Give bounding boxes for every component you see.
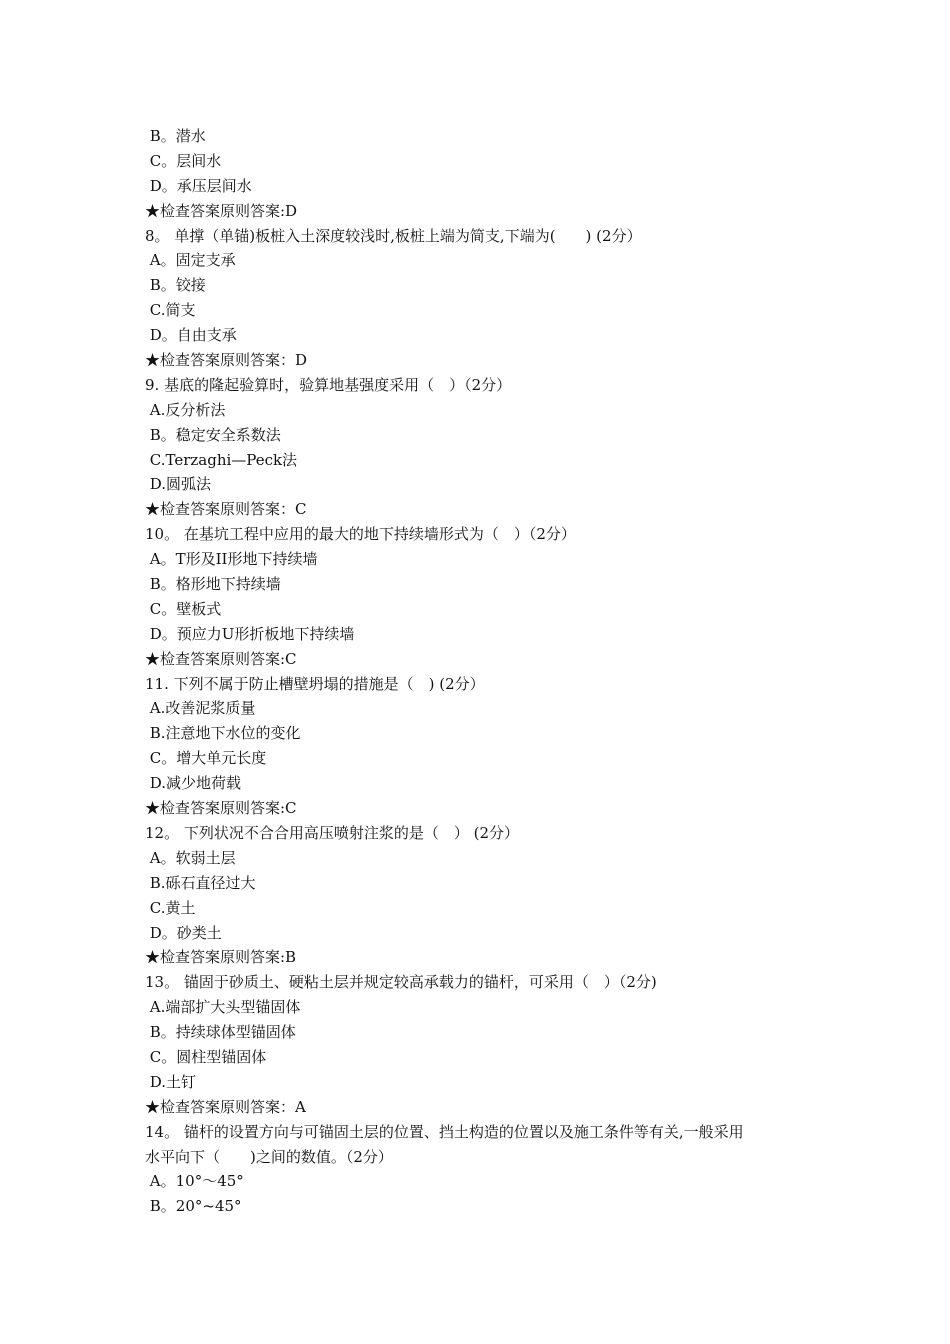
text-line: B.注意地下水位的变化 [145, 724, 301, 743]
text-line: ★检查答案原则答案:D [145, 201, 298, 220]
text-line: ★检查答案原则答案:B [145, 948, 297, 967]
text-line: C.Terzaghi—Peck法 [145, 450, 298, 469]
text-line: C。圆柱型锚固体 [145, 1047, 267, 1066]
text-line: A。T形及II形地下持续墙 [145, 550, 318, 569]
text-line: D。砂类土 [145, 923, 222, 942]
text-line: 11. 下列不属于防止槽壁坍塌的措施是（ ) (2分） [145, 674, 485, 693]
text-line: ★检查答案原则答案：C [145, 500, 307, 519]
text-line: 10。 在基坑工程中应用的最大的地下持续墙形式为（ ）（2分） [145, 525, 576, 544]
text-line: A.改善泥浆质量 [145, 699, 256, 718]
text-line: ★检查答案原则答案：A [145, 1097, 306, 1116]
text-line: 9. 基底的隆起验算时，验算地基强度采用（ ）（2分） [145, 375, 512, 394]
text-line: ★检查答案原则答案：D [145, 351, 308, 370]
document-body [145, 124, 815, 1219]
text-line: D。自由支承 [145, 326, 237, 345]
text-line: D。预应力U形折板地下持续墙 [145, 624, 355, 643]
text-line: B.砾石直径过大 [145, 873, 256, 892]
text-line: 13。 锚固于砂质土、硬粘土层并规定较高承载力的锚杆，可采用（ ）（2分) [145, 973, 657, 992]
text-line: B。20°~45° [145, 1197, 242, 1216]
text-line: ★检查答案原则答案:C [145, 649, 297, 668]
text-line: D。承压层间水 [145, 176, 252, 195]
text-line: B。持续球体型锚固体 [145, 1023, 296, 1042]
text-line: ★检查答案原则答案:C [145, 799, 297, 818]
text-line: A。软弱土层 [145, 848, 236, 867]
text-line: C.黄土 [145, 898, 196, 917]
text-line: 14。 锚杆的设置方向与可锚固土层的位置、挡土构造的位置以及施工条件等有关,一般采用 [145, 1122, 744, 1141]
text-line: D.圆弧法 [145, 475, 212, 494]
text-line: A.端部扩大头型锚固体 [145, 998, 301, 1017]
text-line: 水平向下（ )之间的数值。（2分） [145, 1147, 393, 1166]
text-line: B。稳定安全系数法 [145, 425, 281, 444]
text-line: B。格形地下持续墙 [145, 575, 281, 594]
text-line: A。10°～45° [145, 1172, 244, 1191]
text-line: C。层间水 [145, 151, 222, 170]
text-line: D.土钉 [145, 1072, 197, 1091]
text-line: C。壁板式 [145, 599, 222, 618]
text-line: A.反分析法 [145, 400, 226, 419]
text-line: 12。 下列状况不合合用高压喷射注浆的是（ ） (2分） [145, 823, 520, 842]
text-line: C。增大单元长度 [145, 749, 267, 768]
text-line: C.简支 [145, 301, 196, 320]
text-line: B。潜水 [145, 127, 206, 145]
text-line: B。铰接 [145, 276, 206, 295]
text-line: 8。 单撑（单锚)板桩入土深度较浅时,板桩上端为简支,下端为( ) (2分） [145, 226, 642, 245]
text-line: A。固定支承 [145, 251, 236, 270]
text-line: D.减少地荷载 [145, 774, 242, 793]
